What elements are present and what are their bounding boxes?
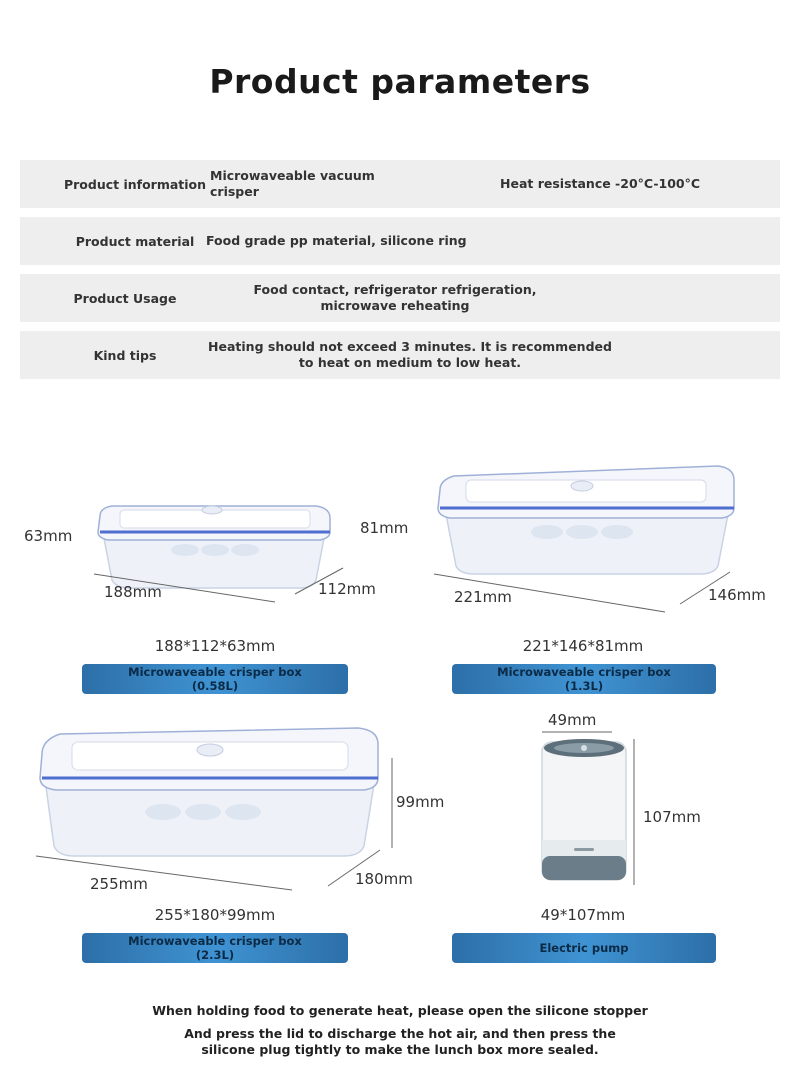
- pump-name: Electric pump: [539, 941, 629, 955]
- box-large-length-label: 255mm: [90, 875, 148, 893]
- box-medium-width-label: 146mm: [708, 586, 766, 604]
- param-value: Heating should not exceed 3 minutes. It is recommended to heat on medium to low heat.: [208, 339, 612, 370]
- box-large-name-tag: [82, 933, 348, 963]
- param-row-information: [20, 160, 780, 208]
- box-small-height-label: 63mm: [24, 527, 73, 545]
- box-small-spec: 188*112*63mm: [154, 637, 276, 655]
- box-medium-height-label: 81mm: [360, 519, 409, 537]
- param-label: Product information: [63, 176, 207, 192]
- box-small-name: Microwaveable crisper box (0.58L): [128, 665, 302, 693]
- box-medium-name-tag: [452, 664, 716, 694]
- pump-width-label: 49mm: [548, 711, 597, 729]
- page-title: Product parameters: [209, 62, 591, 101]
- box-large-dimension-lines: [30, 750, 400, 900]
- param-value: Food contact, refrigerator refrigeration, microwave reheating: [253, 282, 537, 313]
- param-label: Product material: [75, 233, 195, 249]
- pump-height-label: 107mm: [643, 808, 701, 826]
- note-line-3: silicone plug tightly to make the lunch box more sealed.: [201, 1042, 599, 1057]
- box-large-spec: 255*180*99mm: [154, 906, 276, 924]
- param-value: Food grade pp material, silicone ring: [206, 233, 467, 248]
- note-line-2: And press the lid to discharge the hot air, and then press the: [184, 1026, 616, 1041]
- param-label: Product Usage: [73, 290, 177, 306]
- param-extra: Heat resistance -20°C-100°C: [500, 176, 701, 191]
- pump-dimension-line-side: [630, 735, 640, 895]
- box-small-name-tag: [82, 664, 348, 694]
- box-medium-spec: 221*146*81mm: [522, 637, 644, 655]
- box-medium-name: Microwaveable crisper box (1.3L): [497, 665, 671, 693]
- pump-spec: 49*107mm: [540, 906, 626, 924]
- param-value: Microwaveable vacuum crisper: [210, 168, 375, 199]
- note-line-1: When holding food to generate heat, please open the silicone stopper: [152, 1003, 648, 1018]
- electric-pump-image: [540, 738, 630, 888]
- box-large-height-label: 99mm: [396, 793, 445, 811]
- box-large-width-label: 180mm: [355, 870, 413, 888]
- box-medium-length-label: 221mm: [454, 588, 512, 606]
- param-row-tips: [20, 331, 780, 379]
- box-large-name: Microwaveable crisper box (2.3L): [128, 934, 302, 962]
- box-small-length-label: 188mm: [104, 583, 162, 601]
- param-label: Kind tips: [93, 347, 157, 363]
- param-row-material: [20, 217, 780, 265]
- param-row-usage: [20, 274, 780, 322]
- box-small-width-label: 112mm: [318, 580, 376, 598]
- pump-name-tag: [452, 933, 716, 963]
